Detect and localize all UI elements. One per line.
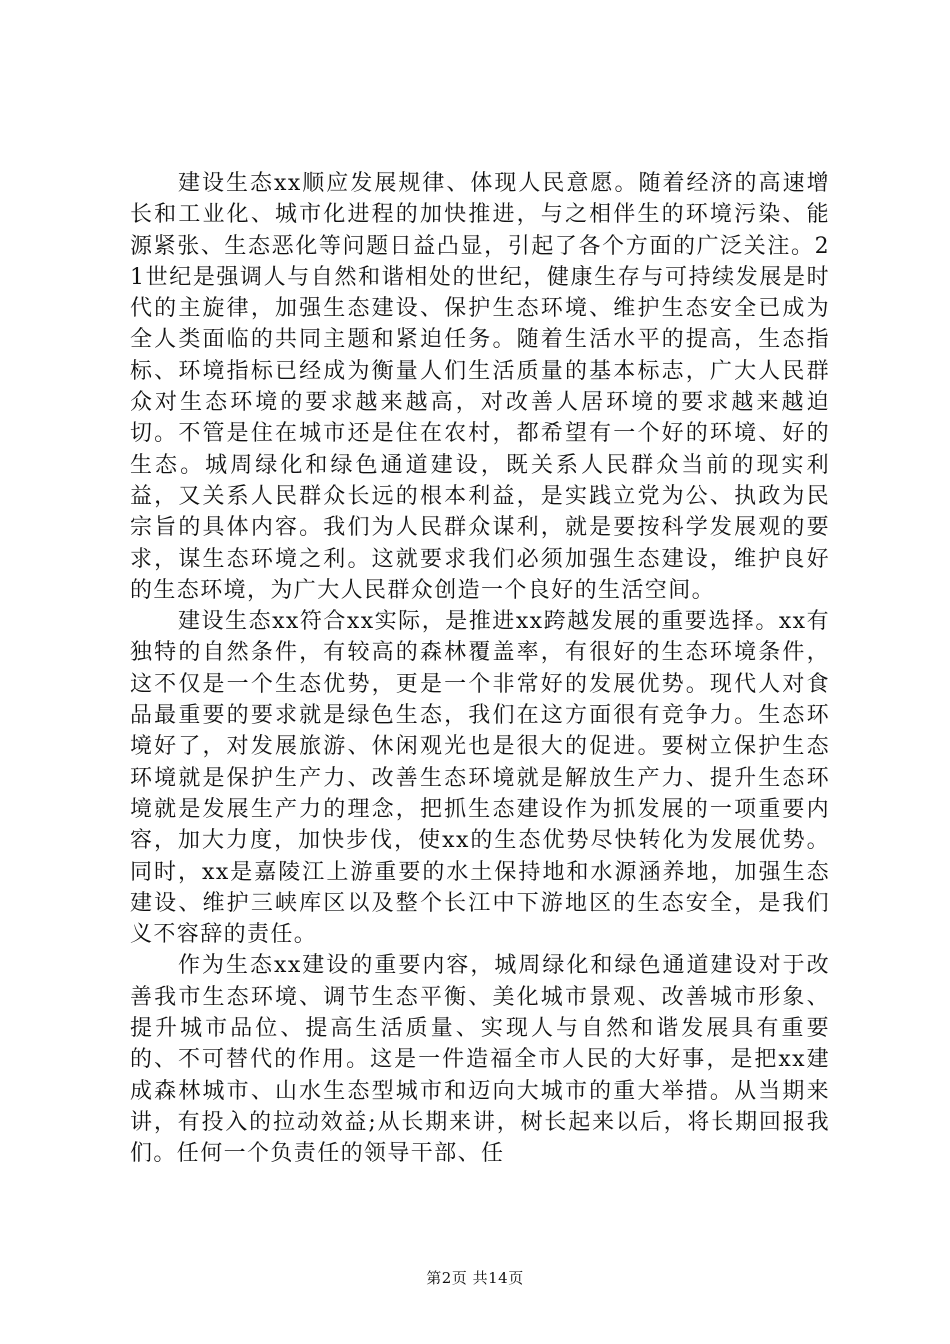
paragraph-3: 作为生态xx建设的重要内容，城周绿化和绿色通道建设对于改善我市生态环境、调节生态平衡、美化城市景观、改善城市形象、提升城市品位、提高生活质量、实现人与自然和谐发展具有重要的、不可替代的作用。这是一件造福全市人民的大好事，是把xx建成森林城市、山水生态型城市和迈向大城市的重大举措。从当期来讲，有投入的拉动效益;从长期来讲，树长起来以后，将长期回报我们。任何一个负责任的领导干部、任 xyxy=(130,953,830,1167)
document-body xyxy=(130,168,830,1170)
paragraph-2: 建设生态xx符合xx实际，是推进xx跨越发展的重要选择。xx有独特的自然条件，有较高的森林覆盖率，有很好的生态环境条件，这不仅是一个生态优势，更是一个非常好的发展优势。现代人对食品最重要的要求就是绿色生态，我们在这方面很有竞争力。生态环境好了，对发展旅游、休闲观光也是很大的促进。要树立保护生态环境就是保护生产力、改善生态环境就是解放生产力、提升生态环境就是发展生产力的理念，把抓生态建设作为抓发展的一项重要内容，加大力度，加快步伐，使xx的生态优势尽快转化为发展优势。同时，xx是嘉陵江上游重要的水土保持地和水源涵养地，加强生态建设、维护三峡库区以及整个长江中下游地区的生态安全，是我们义不容辞的责任。 xyxy=(130,609,830,948)
page-number-footer: 第2页 共14页 xyxy=(426,1269,524,1287)
paragraph-1: 建设生态xx顺应发展规律、体现人民意愿。随着经济的高速增长和工业化、城市化进程的加快推进，与之相伴生的环境污染、能源紧张、生态恶化等问题日益凸显，引起了各个方面的广泛关注。21世纪是强调人与自然和谐相处的世纪，健康生存与可持续发展是时代的主旋律，加强生态建设、保护生态环境、维护生态安全已成为全人类面临的共同主题和紧迫任务。随着生活水平的提高，生态指标、环境指标已经成为衡量人们生活质量的基本标志，广大人民群众对生态环境的要求越来越高，对改善人居环境的要求越来越迫切。不管是住在城市还是住在农村，都希望有一个好的环境、好的生态。城周绿化和绿色通道建设，既关系人民群众当前的现实利益，又关系人民群众长远的根本利益，是实践立党为公、执政为民宗旨的具体内容。我们为人民群众谋利，就是要按科学发展观的要求，谋生态环境之利。这就要求我们必须加强生态建设，维护良好的生态环境，为广大人民群众创造一个良好的生活空间。 xyxy=(130,171,830,603)
